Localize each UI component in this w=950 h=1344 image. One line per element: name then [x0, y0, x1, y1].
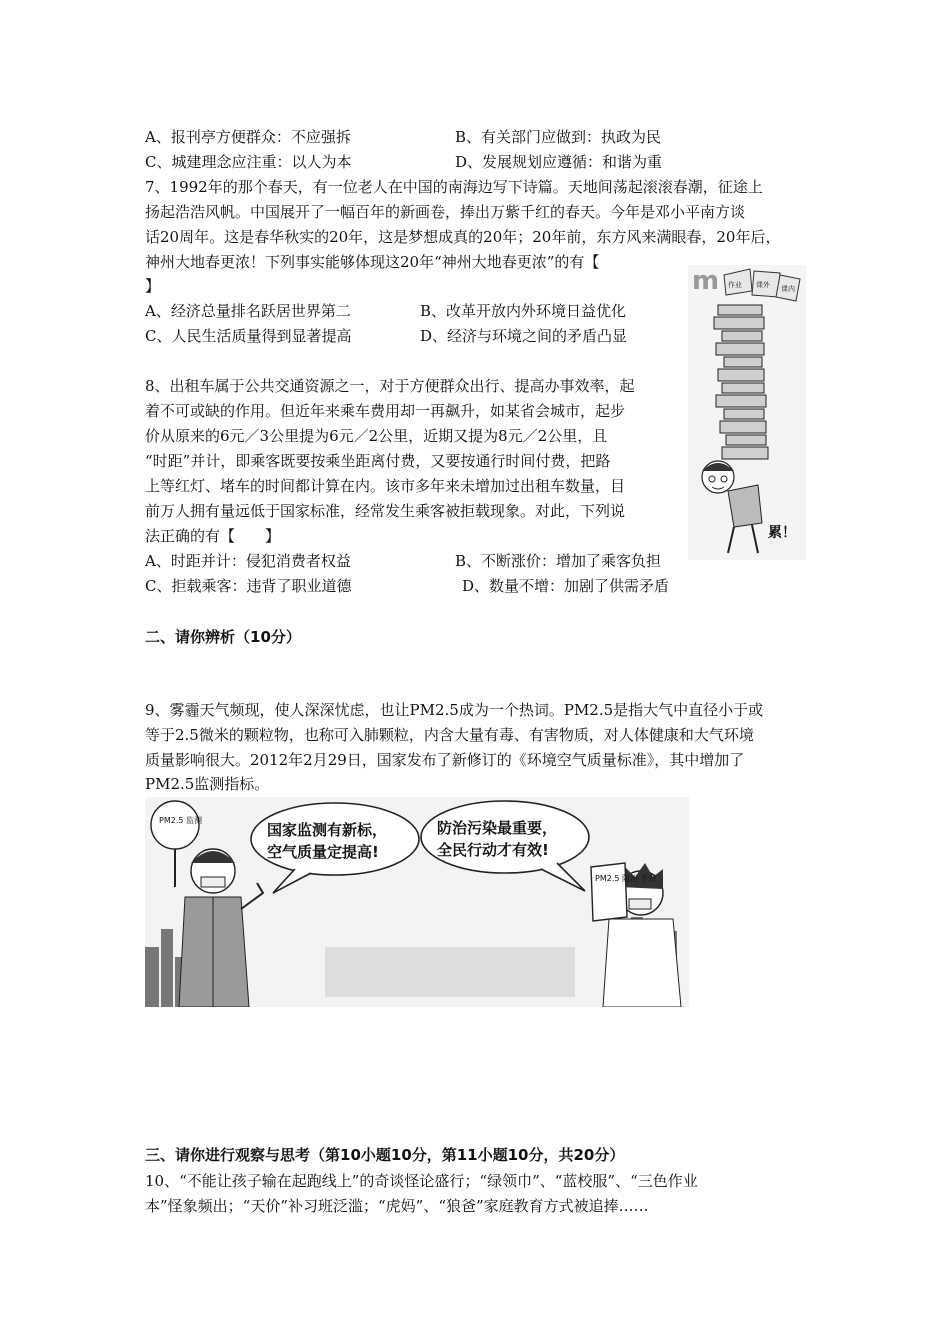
- q7-line-1: 7、1992年的那个春天，有一位老人在中国的南海边写下诗篇。天地间荡起滚滚春潮，征途上: [145, 178, 763, 196]
- q7-option-a: A、经济总量排名跃居世界第二: [145, 302, 351, 320]
- q10-line-2: 本”怪象频出；“天价”补习班泛滥；“虎妈”、“狼爸”家庭教育方式被追捧……: [145, 1197, 649, 1215]
- q7-option-c: C、人民生活质量得到显著提高: [145, 327, 352, 345]
- q6-option-c: C、城建理念应注重：以人为本: [145, 153, 352, 171]
- q9-line-4: PM2.5监测指标。: [145, 775, 270, 793]
- q7-line-5: 】: [145, 277, 161, 295]
- cartoon2-left-sign: PM2.5 监测: [159, 816, 202, 825]
- svg-text:m: m: [692, 266, 720, 296]
- q7-line-4: 神州大地春更浓！下列事实能够体现这20年“神州大地春更浓”的有【: [145, 253, 600, 271]
- q7-line-3: 话20周年。这是春华秋实的20年，这是梦想成真的20年；20年前，东方风来满眼春，20年后，: [145, 228, 781, 246]
- section-2-heading: 二、请你辨析（10分）: [145, 628, 301, 646]
- q8-line-2: 着不可或缺的作用。但近年来乘车费用却一再飙升，如某省会城市，起步: [145, 402, 626, 420]
- q7-option-b: B、改革开放内外环境日益优化: [420, 302, 627, 320]
- q8-option-c: C、拒载乘客：违背了职业道德: [145, 577, 352, 595]
- q7-option-d: D、经济与环境之间的矛盾凸显: [420, 327, 628, 345]
- cartoon1-sign-1: 作业: [728, 281, 742, 289]
- q6-option-a: A、报刊亭方便群众：不应强拆: [145, 128, 351, 146]
- bubble-2-line-1: 防治污染最重要，: [437, 819, 558, 837]
- q7-line-2: 扬起浩浩风帆。中国展开了一幅百年的新画卷，捧出万紫千红的春天。今年是邓小平南方谈: [145, 203, 746, 221]
- q8-option-d: D、数量不增：加剧了供需矛盾: [462, 577, 670, 595]
- q8-option-b: B、不断涨价：增加了乘客负担: [455, 552, 662, 570]
- q8-line-4: “时距”并计，即乘客既要按乘坐距离付费，又要按通行时间付费，把路: [145, 452, 611, 470]
- q6-option-d: D、发展规划应遵循：和谐为重: [455, 153, 663, 171]
- q8-line-6: 前万人拥有量远低于国家标准，经常发生乘客被拒载现象。对此，下列说: [145, 502, 626, 520]
- q8-option-a: A、时距并计：侵犯消费者权益: [145, 552, 351, 570]
- cartoon1-sign-2: 课外: [756, 281, 770, 289]
- q9-line-3: 质量影响很大。2012年2月29日，国家发布了新修订的《环境空气质量标准》，其中增加了: [145, 751, 745, 769]
- q8-line-5: 上等红灯、堵车的时间都计算在内。该市多年来未增加过出租车数量，目: [145, 477, 626, 495]
- section-3-heading: 三、请你进行观察与思考（第10小题10分，第11小题10分，共20分）: [145, 1146, 625, 1164]
- bubble-1-line-1: 国家监测有新标，: [267, 821, 388, 839]
- q8-line-7: 法正确的有【 】: [145, 527, 281, 545]
- bubble-2-line-2: 全民行动才有效!: [437, 841, 549, 859]
- q8-line-1: 8、出租车属于公共交通资源之一，对于方便群众出行、提高办事效率，起: [145, 377, 635, 395]
- cartoon1-caption: 累！: [768, 525, 796, 541]
- q8-line-3: 价从原来的6元／3公里提为6元／2公里，近期又提为8元／2公里，且: [145, 427, 608, 445]
- homework-burden-cartoon: [688, 265, 806, 560]
- q6-option-b: B、有关部门应做到：执政为民: [455, 128, 662, 146]
- bubble-1-line-2: 空气质量定提高!: [267, 843, 379, 861]
- q9-line-2: 等于2.5微米的颗粒物，也称可入肺颗粒，内含大量有毒、有害物质，对人体健康和大气环境: [145, 726, 754, 744]
- cartoon2-right-book: PM2.5 防治 手册: [595, 874, 657, 883]
- q9-line-1: 9、雾霾天气频现，使人深深忧虑，也让PM2.5成为一个热词。PM2.5是指大气中直径小于或: [145, 701, 764, 719]
- q10-line-1: 10、“不能让孩子输在起跑线上”的奇谈怪论盛行；“绿领巾”、“蓝校服”、“三色作业: [145, 1172, 698, 1190]
- cartoon1-sign-3: 课内: [781, 285, 795, 293]
- pm25-cartoon: [145, 797, 689, 1007]
